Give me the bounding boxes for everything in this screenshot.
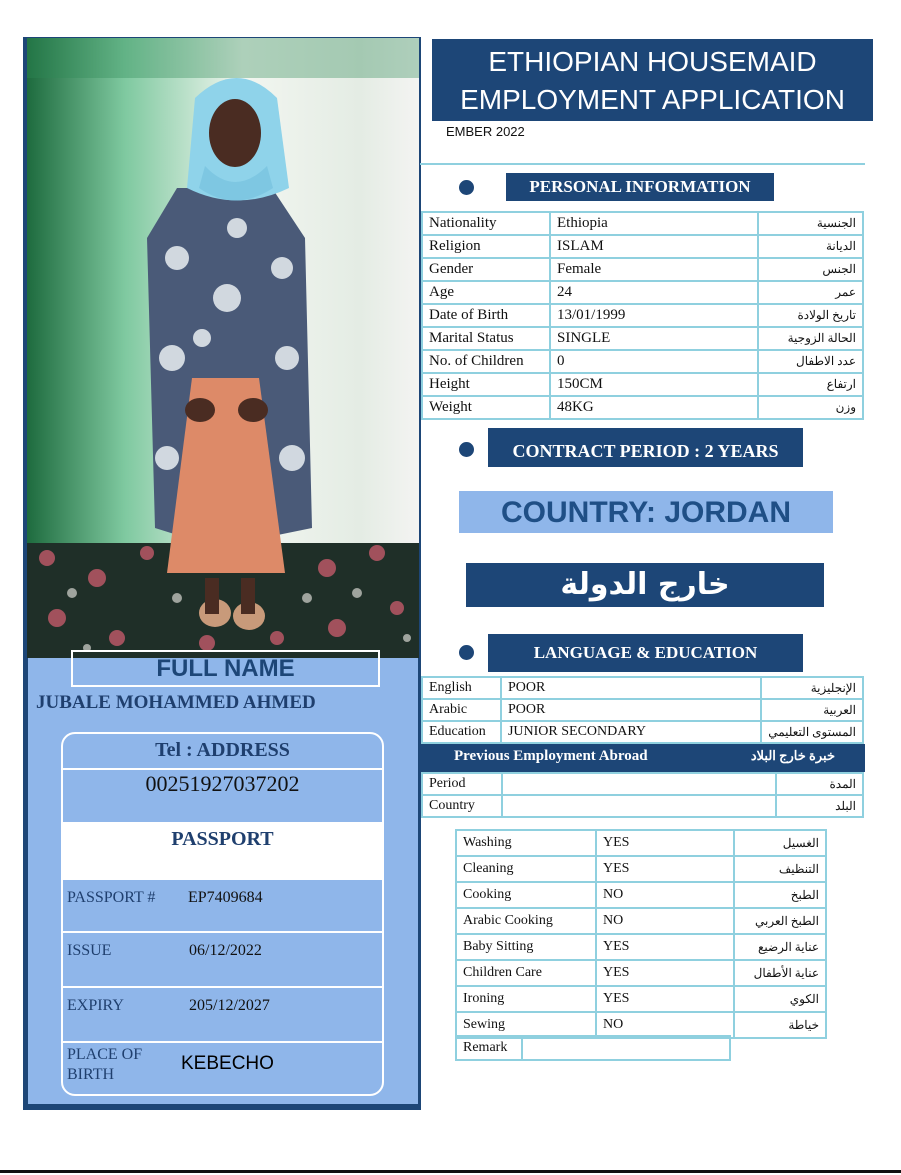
skill-label: Cooking (456, 882, 596, 908)
expiry-value: 205/12/2027 (189, 997, 270, 1014)
row-value: SINGLE (550, 327, 758, 350)
skill-label: Arabic Cooking (456, 908, 596, 934)
issue-label: ISSUE (67, 942, 112, 959)
tel-value: 00251927037202 (63, 768, 382, 824)
header-divider (420, 163, 865, 165)
language-bullet (459, 645, 474, 660)
row-arabic: ارتفاع (758, 373, 863, 396)
table-row (422, 350, 863, 373)
table-row (422, 258, 863, 281)
row-arabic: عدد الاطفال (758, 350, 863, 373)
contract-period: CONTRACT PERIOD : 2 YEARS (488, 428, 803, 467)
row-label: Education (422, 721, 501, 743)
page-bottom-rule (0, 1170, 901, 1173)
row-arabic: العربية (761, 699, 863, 721)
table-row (422, 795, 863, 817)
language-table (421, 676, 864, 744)
table-row (422, 281, 863, 304)
abroad-arabic-banner: خارج الدولة (466, 563, 824, 607)
passport-number-row (63, 878, 382, 931)
skill-arabic: التنظيف (734, 856, 826, 882)
skill-arabic: الكوي (734, 986, 826, 1012)
row-label: Arabic (422, 699, 501, 721)
row-value: POOR (501, 699, 761, 721)
row-label: Date of Birth (422, 304, 550, 327)
table-row (422, 721, 863, 743)
table-row (422, 212, 863, 235)
row-value (502, 795, 776, 817)
tel-label: Tel : ADDRESS (155, 739, 290, 761)
passport-issue-row (63, 931, 382, 986)
destination-country: COUNTRY: JORDAN (459, 491, 833, 533)
skill-label: Washing (456, 830, 596, 856)
skill-arabic: الغسيل (734, 830, 826, 856)
skill-value: YES (596, 856, 734, 882)
table-row (456, 934, 826, 960)
row-label: Nationality (422, 212, 550, 235)
previous-employment-heading (420, 744, 865, 772)
row-arabic: الإنجليزية (761, 677, 863, 699)
row-value: 0 (550, 350, 758, 373)
previous-employment-arabic: خبرة خارج البلاد (750, 748, 835, 763)
row-arabic: المستوى التعليمي (761, 721, 863, 743)
row-arabic: المدة (776, 773, 863, 795)
table-row (422, 327, 863, 350)
table-row (456, 830, 826, 856)
row-value: 48KG (550, 396, 758, 419)
remark-table (455, 1035, 731, 1061)
personal-info-table (421, 211, 864, 420)
page-title (432, 39, 873, 121)
row-label: Religion (422, 235, 550, 258)
table-row (422, 304, 863, 327)
table-row (456, 960, 826, 986)
row-label: Weight (422, 396, 550, 419)
skill-value: NO (596, 1012, 734, 1038)
table-row (422, 396, 863, 419)
previous-employment-table (421, 772, 864, 818)
row-value: Ethiopia (550, 212, 758, 235)
place-of-birth-label: PLACE OF BIRTH (67, 1046, 143, 1083)
table-row (422, 773, 863, 795)
row-value: JUNIOR SECONDARY (501, 721, 761, 743)
skill-label: Baby Sitting (456, 934, 596, 960)
row-arabic: وزن (758, 396, 863, 419)
remark-row (456, 1036, 730, 1060)
row-value: 13/01/1999 (550, 304, 758, 327)
row-arabic: الحالة الزوجية (758, 327, 863, 350)
skill-label: Ironing (456, 986, 596, 1012)
skill-arabic: الطبخ (734, 882, 826, 908)
row-arabic: الجنس (758, 258, 863, 281)
skill-value: NO (596, 908, 734, 934)
skill-arabic: خياطة (734, 1012, 826, 1038)
table-row (422, 699, 863, 721)
date-fragment: EMBER 2022 (446, 124, 525, 139)
personal-bullet (459, 180, 474, 195)
skill-value: YES (596, 830, 734, 856)
skill-label: Cleaning (456, 856, 596, 882)
skill-label: Children Care (456, 960, 596, 986)
skill-arabic: عناية الرضيع (734, 934, 826, 960)
passport-heading: PASSPORT (63, 822, 382, 878)
skill-value: YES (596, 960, 734, 986)
skill-arabic: عناية الأطفال (734, 960, 826, 986)
language-education-heading: LANGUAGE & EDUCATION (488, 634, 803, 672)
row-value: 24 (550, 281, 758, 304)
candidate-photo (27, 38, 419, 658)
passport-expiry-row (63, 986, 382, 1041)
place-of-birth-value: KEBECHO (181, 1053, 274, 1074)
full-name-value: JUBALE MOHAMMED AHMED (36, 692, 316, 713)
row-value (502, 773, 776, 795)
row-arabic: الديانة (758, 235, 863, 258)
table-row (456, 856, 826, 882)
row-value: POOR (501, 677, 761, 699)
row-arabic: الجنسية (758, 212, 863, 235)
row-label: Marital Status (422, 327, 550, 350)
skill-value: NO (596, 882, 734, 908)
previous-employment-label: Previous Employment Abroad (454, 748, 648, 764)
table-row (456, 986, 826, 1012)
skill-value: YES (596, 986, 734, 1012)
skill-label: Sewing (456, 1012, 596, 1038)
remark-value (522, 1036, 730, 1060)
row-label: Age (422, 281, 550, 304)
table-row (422, 235, 863, 258)
skills-table (455, 829, 827, 1039)
title-line-2: EMPLOYMENT APPLICATION (460, 84, 845, 115)
row-arabic: عمر (758, 281, 863, 304)
table-row (422, 677, 863, 699)
row-value: Female (550, 258, 758, 281)
row-arabic: البلد (776, 795, 863, 817)
row-value: 150CM (550, 373, 758, 396)
row-label: Height (422, 373, 550, 396)
passport-number-value: EP7409684 (188, 889, 263, 906)
row-label: Country (422, 795, 502, 817)
row-label: Gender (422, 258, 550, 281)
personal-info-heading: PERSONAL INFORMATION (506, 173, 774, 201)
title-line-1: ETHIOPIAN HOUSEMAID (488, 46, 817, 77)
table-row (422, 373, 863, 396)
passport-number-label: PASSPORT # (67, 889, 156, 906)
place-of-birth-row (63, 1041, 382, 1096)
row-value: ISLAM (550, 235, 758, 258)
contact-passport-card (61, 732, 384, 1096)
contract-bullet (459, 442, 474, 457)
skill-value: YES (596, 934, 734, 960)
remark-label: Remark (456, 1036, 522, 1060)
full-name-label: FULL NAME (156, 655, 295, 682)
row-arabic: تاريخ الولادة (758, 304, 863, 327)
skill-arabic: الطبخ العربي (734, 908, 826, 934)
full-name-box (71, 650, 380, 687)
row-label: No. of Children (422, 350, 550, 373)
row-label: English (422, 677, 501, 699)
table-row (456, 882, 826, 908)
table-row (456, 908, 826, 934)
expiry-label: EXPIRY (67, 997, 124, 1014)
row-label: Period (422, 773, 502, 795)
issue-value: 06/12/2022 (189, 942, 262, 959)
